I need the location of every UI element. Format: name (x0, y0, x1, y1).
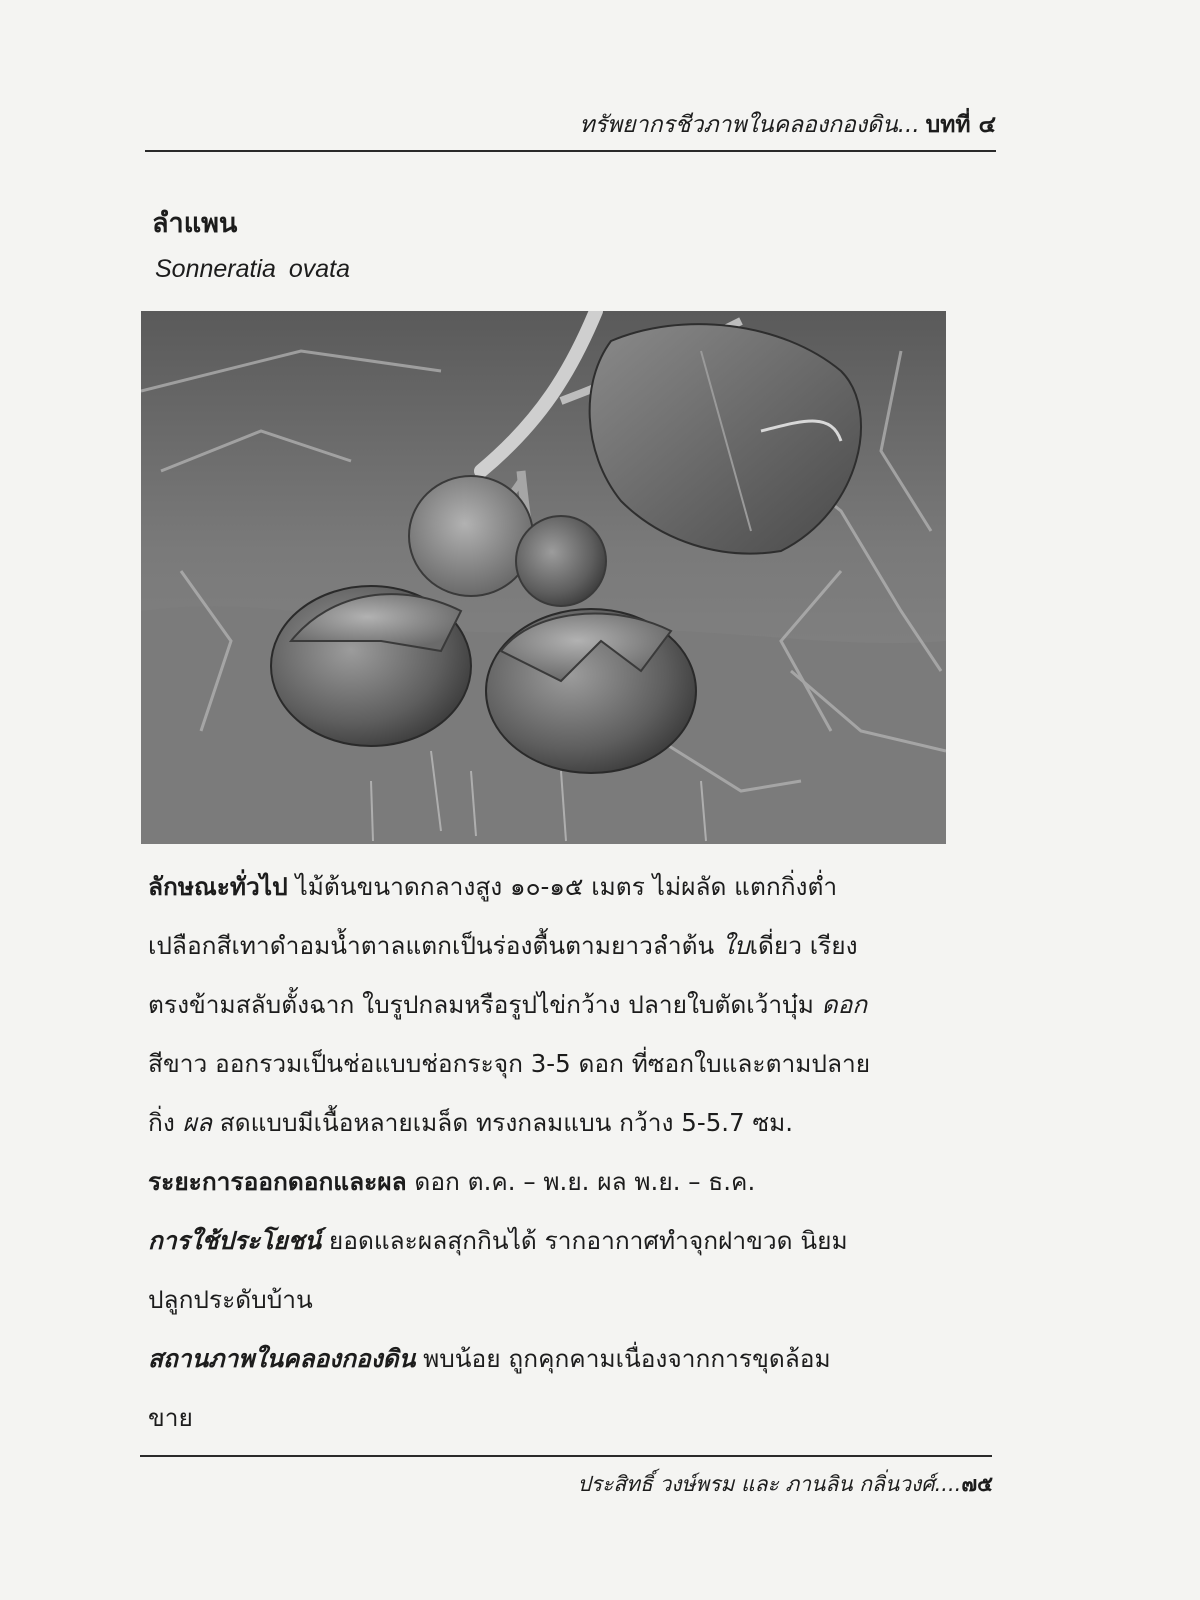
description-line: สีขาว ออกรวมเป็นช่อแบบช่อกระจุก 3-5 ดอก ที่ซอกใบและตามปลาย (148, 1049, 871, 1078)
plant-thai-name: ลำแพน (152, 208, 238, 239)
general-label: ลักษณะทั่วไป (148, 872, 288, 901)
footer-rule (140, 1455, 992, 1457)
description-line: ตรงข้ามสลับตั้งฉาก ใบรูปกลมหรือรูปไข่กว้าง ปลายใบตัดเว้าบุ๋ม ดอก (148, 990, 868, 1019)
footer-authors: ประสิทธิ์ วงษ์พรม และ ภานลิน กลิ่นวงศ์.... (577, 1472, 962, 1496)
fruit-photo (141, 311, 946, 844)
page-number: ๗๕ (961, 1472, 993, 1496)
uses-line: การใช้ประโยชน์ ยอดและผลสุกกินได้ รากอากาศทำจุกฝาขวด นิยม (148, 1226, 848, 1255)
page-footer (560, 1468, 993, 1500)
species-description (148, 857, 966, 1447)
header-rule (145, 150, 996, 152)
status-label: สถานภาพในคลองกองดิน (148, 1344, 416, 1373)
uses-label: การใช้ประโยชน์ (148, 1226, 322, 1255)
running-header (560, 108, 996, 142)
running-title: ทรัพยากรชีวภาพในคลองกองดิน... (579, 112, 920, 138)
chapter-label: บทที่ ๔ (925, 112, 996, 138)
description-line: เปลือกสีเทาดำอมน้ำตาลแตกเป็นร่องตื้นตามยาวลำต้น ใบเดี่ยว เรียง (148, 931, 858, 960)
flowering-period: ระยะการออกดอกและผล ดอก ต.ค. – พ.ย. ผล พ.ย. – ธ.ค. (148, 1167, 756, 1196)
status-line: ขาย (148, 1403, 193, 1432)
status-line: สถานภาพในคลองกองดิน พบน้อย ถูกคุกคามเนื่องจากการขุดล้อม (148, 1344, 831, 1373)
description-line: กิ่ง ผล สดแบบมีเนื้อหลายเมล็ด ทรงกลมแบน กว้าง 5-5.7 ซม. (148, 1108, 794, 1137)
flowering-label: ระยะการออกดอกและผล (148, 1167, 407, 1196)
uses-line: ปลูกประดับบ้าน (148, 1285, 313, 1314)
plant-scientific-name: Sonneratia ovata (155, 255, 351, 283)
description-line: ลักษณะทั่วไป ไม้ต้นขนาดกลางสูง ๑๐-๑๕ เมตร ไม่ผลัด แตกกิ่งต่ำ (148, 872, 838, 901)
